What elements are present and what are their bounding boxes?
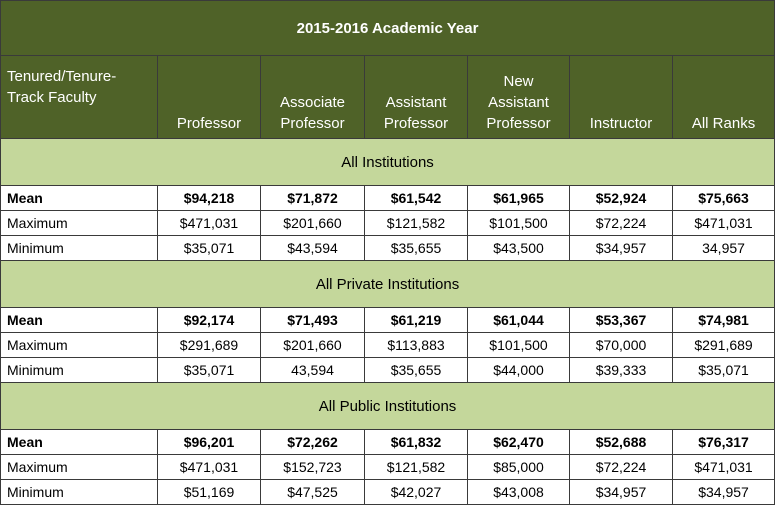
row-label: Minimum	[1, 480, 158, 505]
section-header-row	[1, 139, 775, 186]
table-cell: $76,317	[673, 430, 775, 455]
table-cell: $121,582	[365, 455, 468, 480]
table-cell: $96,201	[158, 430, 261, 455]
title-row	[1, 1, 775, 56]
row-label: Maximum	[1, 333, 158, 358]
table-cell: $61,832	[365, 430, 468, 455]
table-cell: $61,542	[365, 186, 468, 211]
table-cell: $71,872	[261, 186, 365, 211]
table-cell: $471,031	[158, 211, 261, 236]
table-cell: $92,174	[158, 308, 261, 333]
table-cell: $113,883	[365, 333, 468, 358]
table-cell: $52,688	[570, 430, 673, 455]
table-cell: $291,689	[158, 333, 261, 358]
table-cell: $52,924	[570, 186, 673, 211]
table-cell: $72,224	[570, 455, 673, 480]
row-label: Minimum	[1, 236, 158, 261]
table-cell: $471,031	[158, 455, 261, 480]
table-cell: $121,582	[365, 211, 468, 236]
column-header-instructor: Instructor	[570, 56, 673, 139]
header-row	[1, 56, 775, 139]
column-header-new-assistant-professor: New Assistant Professor	[468, 56, 570, 139]
table-row	[1, 333, 775, 358]
table-cell: $101,500	[468, 211, 570, 236]
table-cell: $35,655	[365, 358, 468, 383]
table-cell: $51,169	[158, 480, 261, 505]
table-cell: $42,027	[365, 480, 468, 505]
table-cell: $70,000	[570, 333, 673, 358]
table-cell: $35,655	[365, 236, 468, 261]
table-cell: $471,031	[673, 211, 775, 236]
table-row	[1, 480, 775, 505]
table-cell: $62,470	[468, 430, 570, 455]
table-cell: $291,689	[673, 333, 775, 358]
table-row	[1, 308, 775, 333]
table-title: 2015-2016 Academic Year	[1, 1, 775, 56]
table-cell: $201,660	[261, 211, 365, 236]
table-cell: $101,500	[468, 333, 570, 358]
table-cell: $35,071	[158, 236, 261, 261]
table-cell: $61,965	[468, 186, 570, 211]
table-row	[1, 211, 775, 236]
table-cell: $35,071	[158, 358, 261, 383]
table-row	[1, 186, 775, 211]
section-title: All Private Institutions	[1, 261, 775, 308]
table-cell: $34,957	[570, 480, 673, 505]
table-cell: $34,957	[673, 480, 775, 505]
table-cell: $75,663	[673, 186, 775, 211]
column-header-faculty: Tenured/Tenure-Track Faculty	[1, 56, 158, 139]
table-cell: $43,500	[468, 236, 570, 261]
table-cell: $94,218	[158, 186, 261, 211]
row-label: Mean	[1, 430, 158, 455]
row-label: Maximum	[1, 455, 158, 480]
table-cell: $43,008	[468, 480, 570, 505]
row-label: Mean	[1, 186, 158, 211]
table-cell: $44,000	[468, 358, 570, 383]
table-cell: 34,957	[673, 236, 775, 261]
row-label: Minimum	[1, 358, 158, 383]
table-cell: $152,723	[261, 455, 365, 480]
table-cell: $39,333	[570, 358, 673, 383]
column-header-assistant-professor: Assistant Professor	[365, 56, 468, 139]
table-cell: $85,000	[468, 455, 570, 480]
table-cell: $71,493	[261, 308, 365, 333]
row-label: Mean	[1, 308, 158, 333]
table-cell: $201,660	[261, 333, 365, 358]
table-row	[1, 430, 775, 455]
table-row	[1, 236, 775, 261]
column-header-all-ranks: All Ranks	[673, 56, 775, 139]
table-cell: $61,219	[365, 308, 468, 333]
row-label: Maximum	[1, 211, 158, 236]
table-row	[1, 358, 775, 383]
table-cell: $471,031	[673, 455, 775, 480]
section-header-row	[1, 261, 775, 308]
table-body	[1, 139, 775, 505]
table-cell: $34,957	[570, 236, 673, 261]
table-row	[1, 455, 775, 480]
table-cell: $72,224	[570, 211, 673, 236]
section-title: All Public Institutions	[1, 383, 775, 430]
table-cell: $35,071	[673, 358, 775, 383]
table-cell: $43,594	[261, 236, 365, 261]
table-cell: 43,594	[261, 358, 365, 383]
table-cell: $74,981	[673, 308, 775, 333]
table-cell: $53,367	[570, 308, 673, 333]
table-cell: $72,262	[261, 430, 365, 455]
section-header-row	[1, 383, 775, 430]
table-cell: $61,044	[468, 308, 570, 333]
column-header-associate-professor: Associate Professor	[261, 56, 365, 139]
section-title: All Institutions	[1, 139, 775, 186]
table-cell: $47,525	[261, 480, 365, 505]
column-header-professor: Professor	[158, 56, 261, 139]
